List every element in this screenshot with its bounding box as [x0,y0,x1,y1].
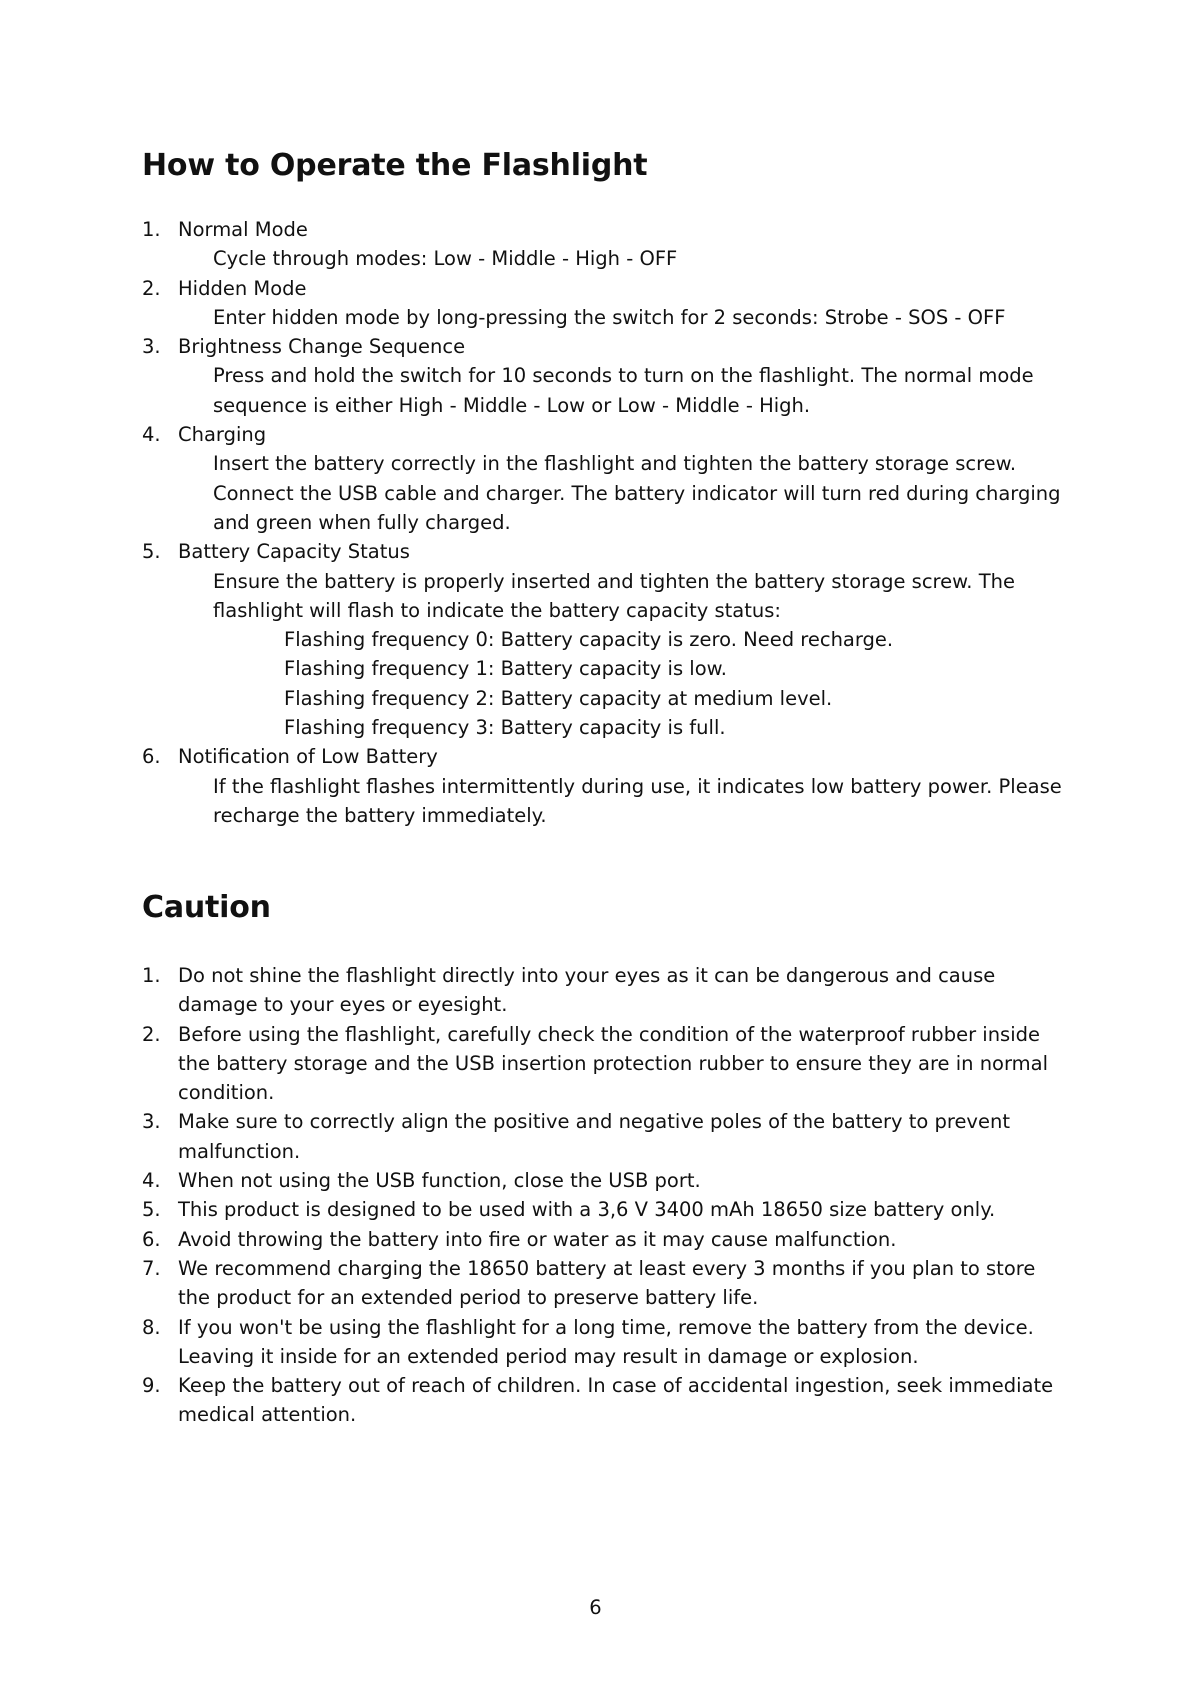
operate-item [142,274,1072,333]
caution-item [142,1225,1072,1254]
item-title: Brightness Change Sequence [178,335,466,359]
flashing-frequency-1: Flashing frequency 1: Battery capacity is low. [284,657,728,681]
caution-text: Before using the flashlight, carefully check the condition of the waterproof rubber inside the battery storage and the USB insertion protection rubber to ensure they are in normal condition. [178,1022,1049,1105]
item-title: Hidden Mode [178,276,307,300]
caution-text: Do not shine the flashlight directly into your eyes as it can be dangerous and cause damage to your eyes or eyesight. [178,964,996,1017]
operate-item [142,537,1072,742]
caution-item [142,1313,1072,1372]
item-number: 7. [142,1256,161,1280]
item-description: If the flashlight flashes intermittently during use, it indicates low battery power. Please recharge the battery immediately. [213,774,1062,827]
page-number: 6 [589,1596,602,1619]
item-title: Notification of Low Battery [178,745,438,769]
item-number: 6. [142,745,161,769]
caution-text: This product is designed to be used with a 3,6 V 3400 mAh 18650 size battery only. [178,1198,996,1222]
operate-heading: How to Operate the Flashlight [142,148,648,183]
item-description: Ensure the battery is properly inserted and tighten the battery storage screw. The flashlight will flash to indicate the battery capacity status: [213,569,1015,622]
item-description: Insert the battery correctly in the flashlight and tighten the battery storage screw. Connect the USB cable and charger. The battery indicator will turn red during charging and green when fully charged. [213,452,1061,534]
caution-heading: Caution [142,890,271,925]
caution-text: When not using the USB function, close the USB port. [178,1169,701,1193]
caution-text: Keep the battery out of reach of children. In case of accidental ingestion, seek immediate medical attention. [178,1374,1054,1427]
caution-item [142,1195,1072,1224]
caution-item [142,961,1072,1020]
operate-item [142,420,1072,537]
item-title: Battery Capacity Status [178,540,410,564]
flashing-frequency-2: Flashing frequency 2: Battery capacity at medium level. [284,686,833,710]
item-number: 3. [142,1110,161,1134]
item-number: 4. [142,1169,161,1193]
caution-item [142,1371,1072,1430]
item-number: 1. [142,964,161,987]
operate-item [142,742,1072,830]
item-title: Normal Mode [178,218,308,241]
caution-text: We recommend charging the 18650 battery at least every 3 months if you plan to store the product for an extended period to preserve battery life. [178,1256,1036,1310]
operate-item [142,215,1072,274]
caution-item [142,1020,1072,1108]
item-number: 1. [142,218,161,241]
flashing-frequency-0: Flashing frequency 0: Battery capacity is zero. Need recharge. [284,628,894,652]
item-number: 2. [142,1022,161,1046]
flashing-frequency-3: Flashing frequency 3: Battery capacity is full. [284,716,726,740]
item-description: Enter hidden mode by long-pressing the switch for 2 seconds: Strobe - SOS - OFF [213,305,1006,329]
caution-list [142,961,1072,1430]
caution-text: If you won't be using the flashlight for a long time, remove the battery from the device. Leaving it inside for an extended period may result in damage or explosion. [178,1315,1034,1368]
item-number: 5. [142,540,161,564]
operate-list [142,215,1072,830]
item-description: Cycle through modes: Low - Middle - High - OFF [213,247,678,271]
caution-text: Make sure to correctly align the positive and negative poles of the battery to prevent malfunction. [178,1110,1010,1163]
item-number: 5. [142,1198,161,1222]
item-description: Press and hold the switch for 10 seconds to turn on the flashlight. The normal mode sequence is either High - Middle - Low or Low - Middle - High. [213,364,1034,417]
item-number: 2. [142,276,161,300]
item-title: Charging [178,423,267,447]
caution-item [142,1254,1072,1313]
item-number: 3. [142,335,161,359]
operate-item [142,332,1072,420]
item-number: 8. [142,1315,161,1339]
caution-text: Avoid throwing the battery into fire or water as it may cause malfunction. [178,1227,897,1251]
caution-item [142,1107,1072,1166]
item-number: 9. [142,1374,161,1398]
item-number: 4. [142,423,161,447]
item-number: 6. [142,1227,161,1251]
caution-item [142,1166,1072,1195]
